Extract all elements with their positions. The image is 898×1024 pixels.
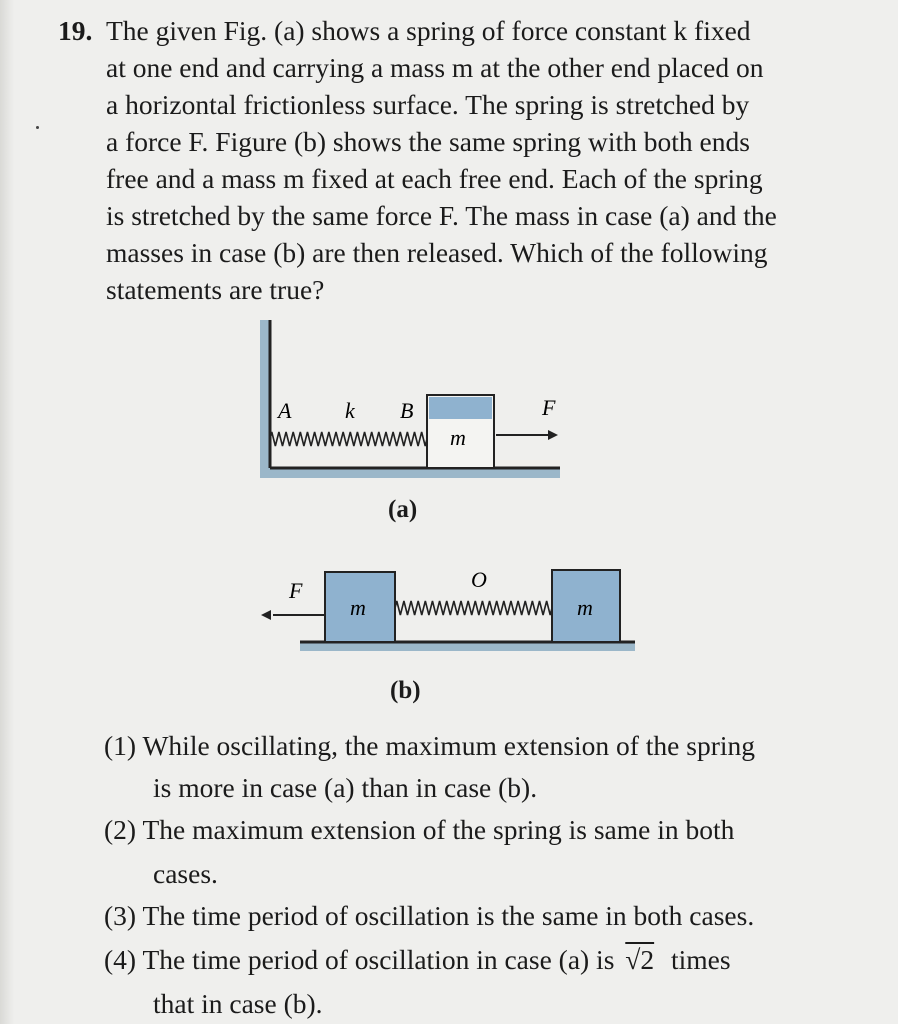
option-4-cont: that in case (b). <box>153 988 323 1019</box>
figure-a-caption: (a) <box>388 496 418 523</box>
label-m-right: m <box>577 595 593 620</box>
mass-shade <box>429 397 492 419</box>
question-line: a force F. Figure (b) shows the same spring with both ends <box>106 126 750 157</box>
question-line: The given Fig. (a) shows a spring of force constant k fixed <box>106 15 751 46</box>
print-speck <box>36 126 39 129</box>
option-number: (1) <box>104 730 137 761</box>
label-f: F <box>289 578 303 603</box>
label-m: m <box>450 425 466 450</box>
question-line: statements are true? <box>106 274 325 305</box>
figure-b <box>255 560 640 660</box>
figure-b-caption: (b) <box>390 677 421 704</box>
page-edge <box>0 0 14 1024</box>
label-f: F <box>542 395 556 420</box>
question-line: is stretched by the same force F. The mass in case (a) and the <box>106 200 777 231</box>
label-o: O <box>471 567 487 592</box>
option-1 <box>104 730 755 762</box>
spring <box>270 432 427 446</box>
force-arrowhead <box>548 430 558 440</box>
label-a: A <box>278 398 292 423</box>
option-text: While oscillating, the maximum extension of the spring <box>142 730 755 761</box>
spring <box>395 601 552 615</box>
option-4 <box>104 944 731 976</box>
option-text-end: times <box>671 944 731 975</box>
question-line: at one end and carrying a mass m at the other end placed on <box>106 52 764 83</box>
option-2 <box>104 814 734 846</box>
option-text: The time period of oscillation in case (a) is <box>142 944 615 975</box>
force-arrowhead <box>261 610 271 620</box>
question-number: 19. <box>58 15 93 46</box>
option-number: (2) <box>104 814 137 845</box>
label-m-left: m <box>350 595 366 620</box>
option-text: The maximum extension of the spring is same in both <box>142 814 735 845</box>
question-line: free and a mass m fixed at each free end. Each of the spring <box>106 163 763 194</box>
option-1-cont: is more in case (a) than in case (b). <box>153 772 538 803</box>
question-line: masses in case (b) are then released. Which of the following <box>106 237 768 268</box>
option-number: (3) <box>104 900 137 931</box>
sqrt-two: √2 <box>625 944 655 975</box>
figure-a <box>250 315 570 485</box>
option-2-cont: cases. <box>153 858 218 889</box>
label-b: B <box>400 398 414 423</box>
option-number: (4) <box>104 944 137 975</box>
option-3 <box>104 900 754 932</box>
question-line: a horizontal frictionless surface. The spring is stretched by <box>106 89 750 120</box>
label-k: k <box>345 398 355 423</box>
option-text: The time period of oscillation is the same in both cases. <box>142 900 755 931</box>
